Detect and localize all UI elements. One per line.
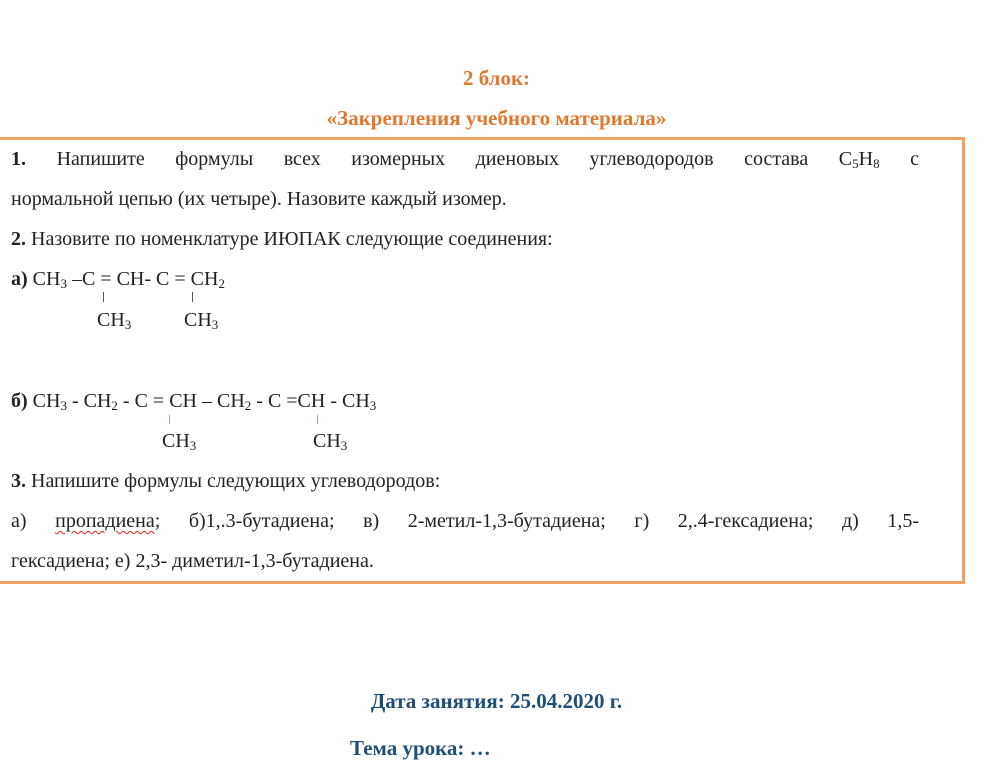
formula-part: CH <box>162 430 190 452</box>
formula-part: –C = CH- C = CH <box>66 268 219 290</box>
formula-part: CH <box>184 309 212 331</box>
subscript: 3 <box>60 276 67 291</box>
formula-part: - CH <box>66 390 112 412</box>
formula-part: - C = CH – CH <box>117 390 245 412</box>
section-subtitle: «Закрепления учебного материала» <box>326 106 667 130</box>
formula-b-label: б) <box>11 390 28 412</box>
subscript: 5 <box>852 156 859 171</box>
formula-part: CH <box>32 390 61 412</box>
list-label: а) <box>11 510 27 532</box>
task-3-text: Напишите формулы следующих углеводородов: <box>31 470 441 492</box>
task-1-number: 1. <box>11 148 26 170</box>
task-3-list-line-2: гексадиена; е) 2,3- диметил-1,3-бутадиена. <box>11 550 374 572</box>
formula-h: H <box>858 148 874 170</box>
task-3-list-line-1 <box>11 509 919 533</box>
subscript: 3 <box>340 438 348 453</box>
formula-part: CH <box>313 430 341 452</box>
task-1-text: Напишите формулы всех изомерных диеновых углеводородов состава C <box>56 148 853 170</box>
cutoff-heading: Тема урока: … <box>350 736 491 760</box>
formula-a-branch-1 <box>97 308 131 332</box>
subscript: 3 <box>189 438 197 453</box>
task-3-number: 3. <box>11 470 26 492</box>
subscript: 2 <box>218 276 225 291</box>
block-heading: 2 блок: <box>462 66 531 90</box>
subscript: 3 <box>211 317 219 332</box>
lesson-date: Дата занятия: 25.04.2020 г. <box>370 689 623 713</box>
task-1-line-2: нормальной цепью (их четыре). Назовите каждый изомер. <box>11 188 507 210</box>
formula-a <box>11 267 225 291</box>
list-text: ; б)1,.3-бутадиена; в) 2-метил-1,3-бутадиена; г) 2,.4-гексадиена; д) 1,5- <box>154 510 920 532</box>
task-2-number: 2. <box>11 228 26 250</box>
task-1-line-1 <box>11 147 919 171</box>
bond-line <box>192 292 193 302</box>
subscript: 2 <box>111 398 118 413</box>
subscript: 2 <box>244 398 252 413</box>
bond-line <box>103 292 104 302</box>
formula-part: CH <box>32 268 61 290</box>
formula-b-branch-1 <box>162 429 196 453</box>
formula-a-label: а) <box>11 268 28 290</box>
formula-a-branch-2 <box>184 308 218 332</box>
bond-line <box>317 415 318 424</box>
formula-b <box>11 389 376 413</box>
formula-part: - C =CH - CH <box>251 390 370 412</box>
subscript: 3 <box>369 398 377 413</box>
subscript: 3 <box>60 398 67 413</box>
subscript: 3 <box>124 317 132 332</box>
spellcheck-word: пропадиена <box>55 510 155 532</box>
task-2-text: Назовите по номенклатуре ИЮПАК следующие соединения: <box>31 228 553 250</box>
formula-b-branch-2 <box>313 429 347 453</box>
bond-line <box>169 415 170 424</box>
task-1-tail: с <box>910 148 920 170</box>
formula-part: CH <box>97 309 125 331</box>
task-2-line <box>11 227 553 251</box>
task-3-line <box>11 469 440 493</box>
subscript: 8 <box>873 156 880 171</box>
